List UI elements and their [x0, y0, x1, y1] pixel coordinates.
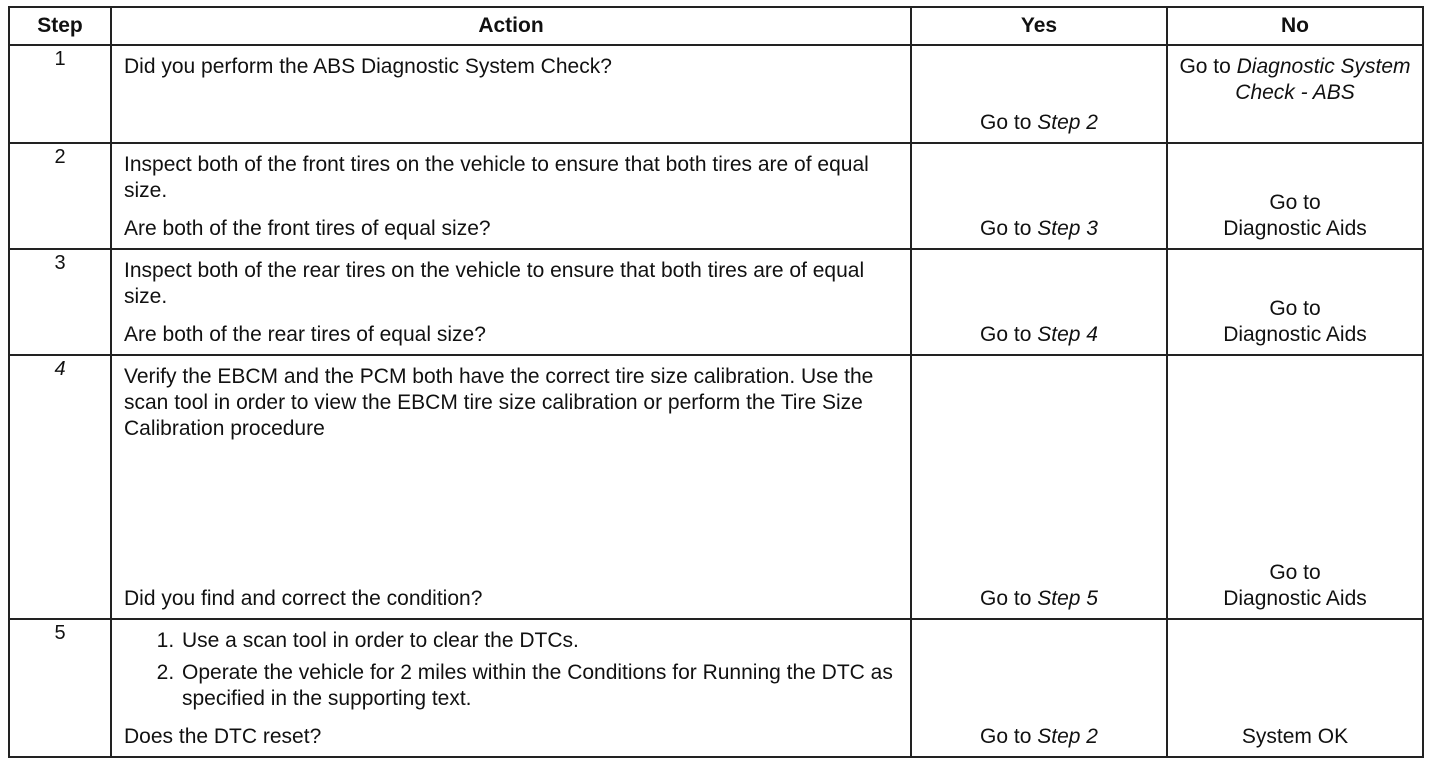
no-result: System OK — [1241, 725, 1349, 748]
yes-cell — [911, 355, 1167, 619]
yes-link[interactable]: Step 4 — [1037, 323, 1098, 346]
action-question: Are both of the rear tires of equal size? — [124, 323, 486, 346]
no-cell — [1167, 45, 1423, 143]
no-link[interactable]: Diagnostic Aids — [1223, 217, 1367, 240]
diagnostic-table — [8, 6, 1424, 758]
yes-link[interactable]: Step 3 — [1037, 217, 1098, 240]
action-text: Inspect both of the front tires on the vehicle to ensure that both tires are of equal size. — [124, 153, 869, 202]
step-number: 2 — [9, 143, 111, 249]
step-number: 1 — [9, 45, 111, 143]
no-cell — [1167, 619, 1423, 757]
header-no: No — [1167, 7, 1423, 45]
yes-prefix: Go to — [980, 323, 1038, 346]
table-header-row — [9, 7, 1423, 45]
table-row — [9, 619, 1423, 757]
list-item: 1. Use a scan tool in order to clear the DTCs. — [180, 628, 900, 654]
yes-link[interactable]: Step 5 — [1037, 587, 1098, 610]
step-number: 3 — [9, 249, 111, 355]
yes-link[interactable]: Step 2 — [1037, 111, 1098, 134]
action-question: Does the DTC reset? — [124, 725, 322, 748]
yes-cell — [911, 619, 1167, 757]
header-action: Action — [111, 7, 911, 45]
header-step: Step — [9, 7, 111, 45]
list-item: 2. Operate the vehicle for 2 miles within the Conditions for Running the DTC as specified in the supporting text. — [180, 660, 900, 712]
action-cell — [111, 143, 911, 249]
action-cell — [111, 249, 911, 355]
action-text: Verify the EBCM and the PCM both have the correct tire size calibration. Use the scan tool in order to view the EBCM tire size calibration or perform the Tire Size Calibration procedure — [124, 365, 874, 440]
action-cell — [111, 45, 911, 143]
action-text: Did you perform the ABS Diagnostic System Check? — [124, 55, 612, 78]
no-cell — [1167, 143, 1423, 249]
no-cell — [1167, 249, 1423, 355]
no-line-1: Go to — [1269, 297, 1321, 320]
action-text: Inspect both of the rear tires on the vehicle to ensure that both tires are of equal size. — [124, 259, 865, 308]
action-cell — [111, 619, 911, 757]
yes-prefix: Go to — [980, 587, 1038, 610]
no-link[interactable]: Diagnostic System Check - ABS — [1235, 55, 1411, 104]
yes-link[interactable]: Step 2 — [1037, 725, 1098, 748]
no-line-1: Go to — [1269, 191, 1321, 214]
no-line-1: Go to — [1269, 561, 1321, 584]
table-row — [9, 249, 1423, 355]
yes-prefix: Go to — [980, 725, 1038, 748]
yes-cell — [911, 249, 1167, 355]
no-link[interactable]: Diagnostic Aids — [1223, 587, 1367, 610]
action-steps-list — [124, 628, 900, 712]
yes-prefix: Go to — [980, 217, 1038, 240]
yes-cell — [911, 45, 1167, 143]
yes-cell — [911, 143, 1167, 249]
action-cell — [111, 355, 911, 619]
action-question: Did you find and correct the condition? — [124, 587, 483, 610]
no-cell — [1167, 355, 1423, 619]
action-question: Are both of the front tires of equal size? — [124, 217, 491, 240]
table-row — [9, 143, 1423, 249]
step-number: 4 — [9, 355, 111, 619]
yes-prefix: Go to — [980, 111, 1038, 134]
step-number: 5 — [9, 619, 111, 757]
no-link[interactable]: Diagnostic Aids — [1223, 323, 1367, 346]
table-row — [9, 355, 1423, 619]
table-row — [9, 45, 1423, 143]
header-yes: Yes — [911, 7, 1167, 45]
no-prefix: Go to — [1179, 55, 1237, 78]
